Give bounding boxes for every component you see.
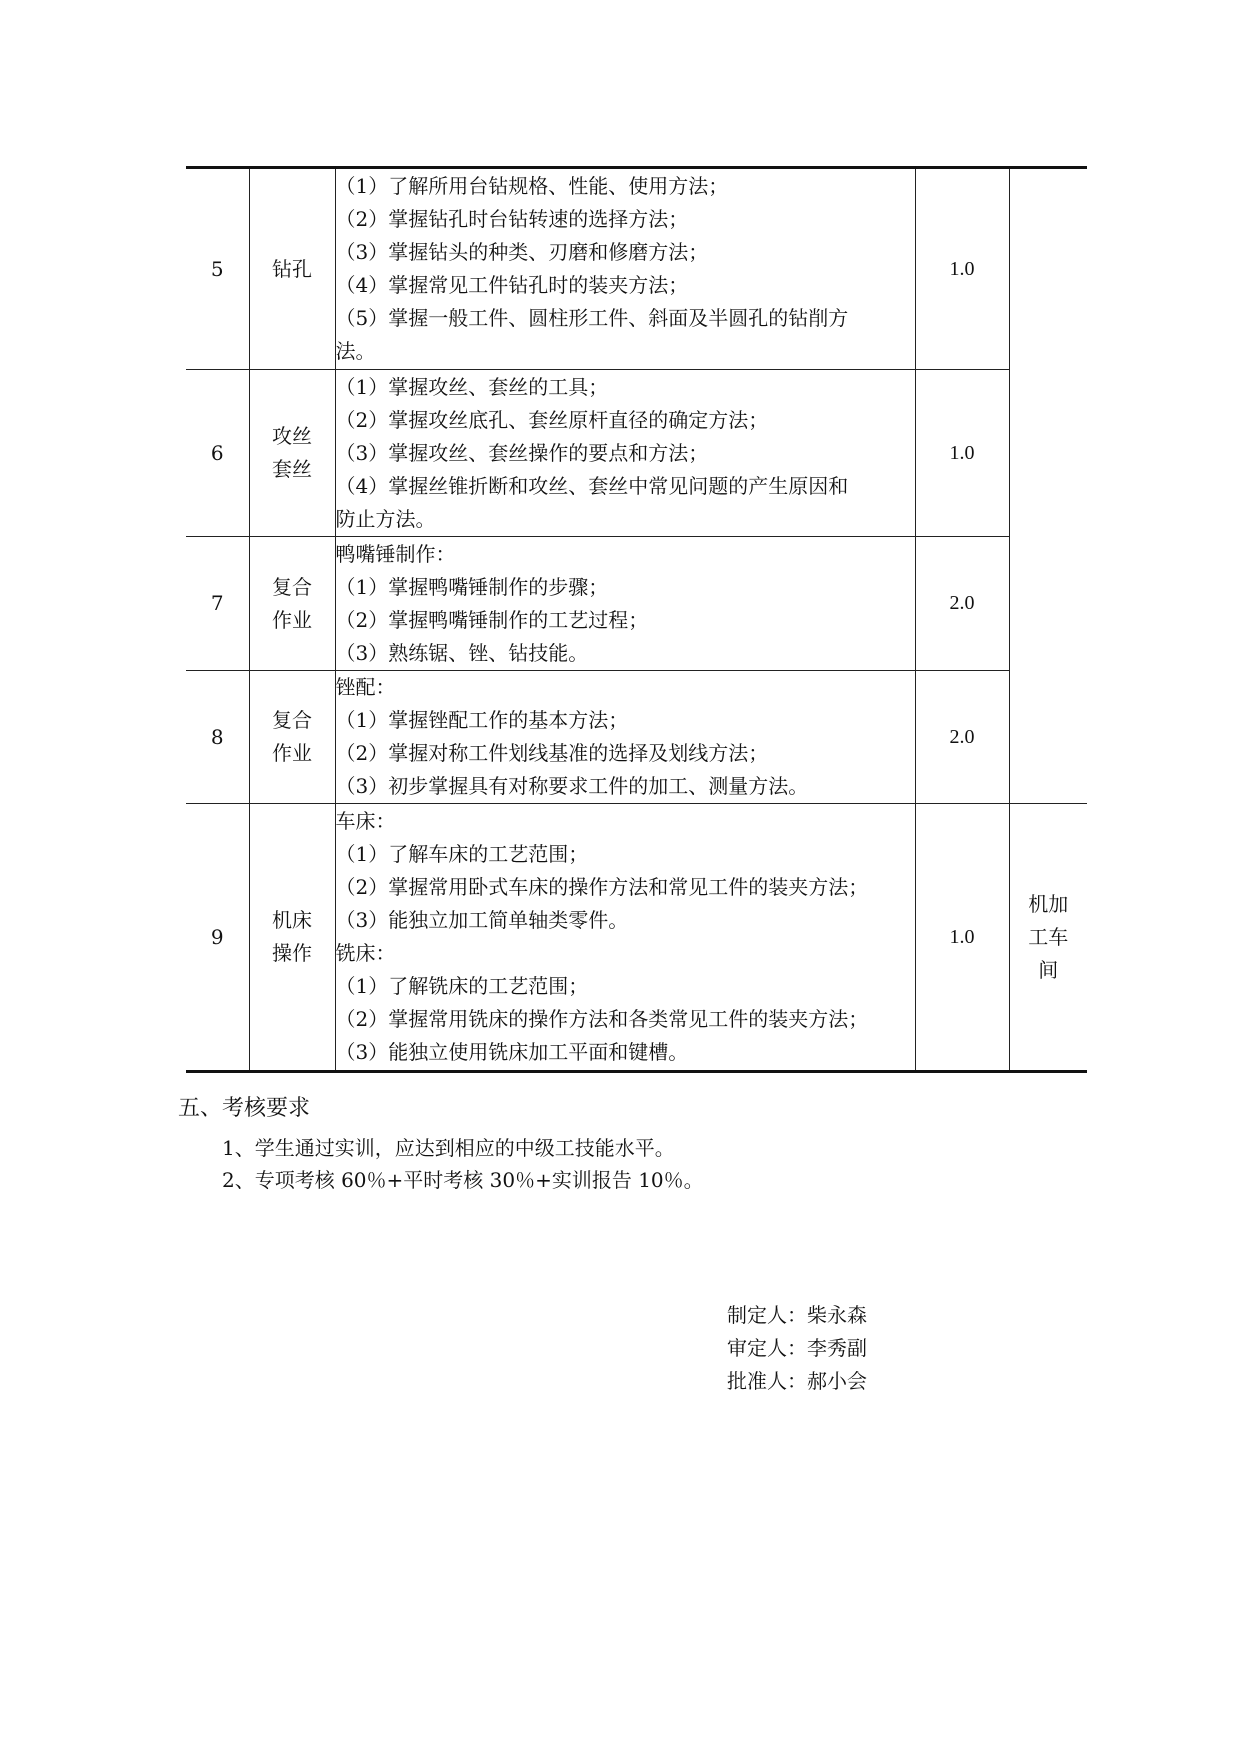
content-line: （1）了解车床的工艺范围； (335, 842, 589, 866)
content-line: 车床： (335, 809, 396, 833)
project-line: 作业 (272, 607, 312, 632)
project-line: 攻丝 (272, 424, 312, 448)
project-name (249, 804, 335, 1072)
content-line: （1）了解所用台钻规格、性能、使用方法； (335, 174, 729, 198)
project-name (249, 168, 335, 370)
hours-value: 1.0 (915, 370, 1009, 537)
content-line: 锉配： (335, 675, 396, 699)
content-line: （4）掌握常见工件钻孔时的装夹方法； (335, 273, 689, 297)
content-line: （2）掌握鸭嘴锤制作的工艺过程； (335, 607, 649, 632)
content-line: （1）掌握鸭嘴锤制作的步骤； (335, 574, 609, 599)
requirement-item: 1、学生通过实训，应达到相应的中级工技能水平。 (222, 1136, 675, 1160)
table-row (186, 168, 1087, 370)
training-content (335, 370, 915, 537)
project-line: 作业 (272, 741, 312, 765)
location-line: 机加 (1028, 891, 1069, 916)
content-line: （3）能独立加工简单轴类零件。 (335, 908, 629, 932)
content-line: 鸭嘴锤制作： (335, 541, 456, 566)
table-row (186, 370, 1087, 537)
row-number: 9 (186, 804, 249, 1072)
content-line: 法。 (335, 339, 376, 363)
content-line: 铣床： (335, 941, 396, 965)
content-line: （4）掌握丝锥折断和攻丝、套丝中常见问题的产生原因和 (335, 473, 849, 498)
table-row (186, 537, 1087, 671)
table-row (186, 804, 1087, 1072)
reviewer-line: 审定人：李秀副 (727, 1336, 867, 1360)
content-line: （3）掌握攻丝、套丝操作的要点和方法； (335, 440, 709, 465)
content-line: （2）掌握钻孔时台钻转速的选择方法； (335, 207, 689, 231)
content-line: （2）掌握常用铣床的操作方法和各类常见工件的装夹方法； (335, 1007, 869, 1031)
project-line: 复合 (272, 574, 312, 599)
project-line: 套丝 (272, 457, 312, 481)
training-content (335, 168, 915, 370)
project-line: 复合 (272, 708, 312, 732)
content-line: （3）熟练锯、锉、钻技能。 (335, 640, 589, 665)
training-content (335, 671, 915, 804)
content-line: 防止方法。 (335, 506, 436, 531)
row-number: 8 (186, 671, 249, 804)
section-title: 五、考核要求 (178, 1096, 311, 1121)
location-line: 间 (1038, 957, 1059, 982)
content-line: （1）掌握锉配工作的基本方法； (335, 708, 629, 732)
training-content (335, 804, 915, 1072)
hours-value: 2.0 (915, 537, 1009, 671)
content-line: （1）了解铣床的工艺范围； (335, 974, 589, 998)
hours-value: 1.0 (915, 168, 1009, 370)
project-line: 操作 (272, 941, 312, 965)
row-number: 5 (186, 168, 249, 370)
row-number: 6 (186, 370, 249, 537)
hours-value: 2.0 (915, 671, 1009, 804)
hours-value: 1.0 (915, 804, 1009, 1072)
content-line: （3）掌握钻头的种类、刃磨和修磨方法； (335, 240, 709, 264)
location-cell (1009, 804, 1087, 1072)
content-line: （2）掌握对称工件划线基准的选择及划线方法； (335, 741, 769, 765)
training-content (335, 537, 915, 671)
project-line: 钻孔 (272, 256, 312, 281)
approver-line: 批准人：郝小会 (727, 1369, 867, 1393)
content-line: （3）初步掌握具有对称要求工件的加工、测量方法。 (335, 774, 809, 798)
location-cell (1009, 168, 1087, 804)
content-line: （2）掌握攻丝底孔、套丝原杆直径的确定方法； (335, 407, 769, 432)
row-number: 7 (186, 537, 249, 671)
location-line: 工车 (1028, 924, 1069, 949)
project-name (249, 537, 335, 671)
table-row (186, 671, 1087, 804)
training-content-table (186, 166, 1087, 1073)
content-line: （2）掌握常用卧式车床的操作方法和常见工件的装夹方法； (335, 875, 869, 899)
drafter-line: 制定人：柴永森 (727, 1303, 867, 1327)
project-name (249, 370, 335, 537)
project-name (249, 671, 335, 804)
content-line: （3）能独立使用铣床加工平面和键槽。 (335, 1040, 689, 1064)
project-line: 机床 (272, 908, 312, 932)
requirement-item: 2、专项考核 60％+平时考核 30％+实训报告 10％。 (222, 1168, 704, 1192)
content-line: （1）掌握攻丝、套丝的工具； (335, 374, 609, 399)
content-line: （5）掌握一般工件、圆柱形工件、斜面及半圆孔的钻削方 (335, 306, 849, 330)
